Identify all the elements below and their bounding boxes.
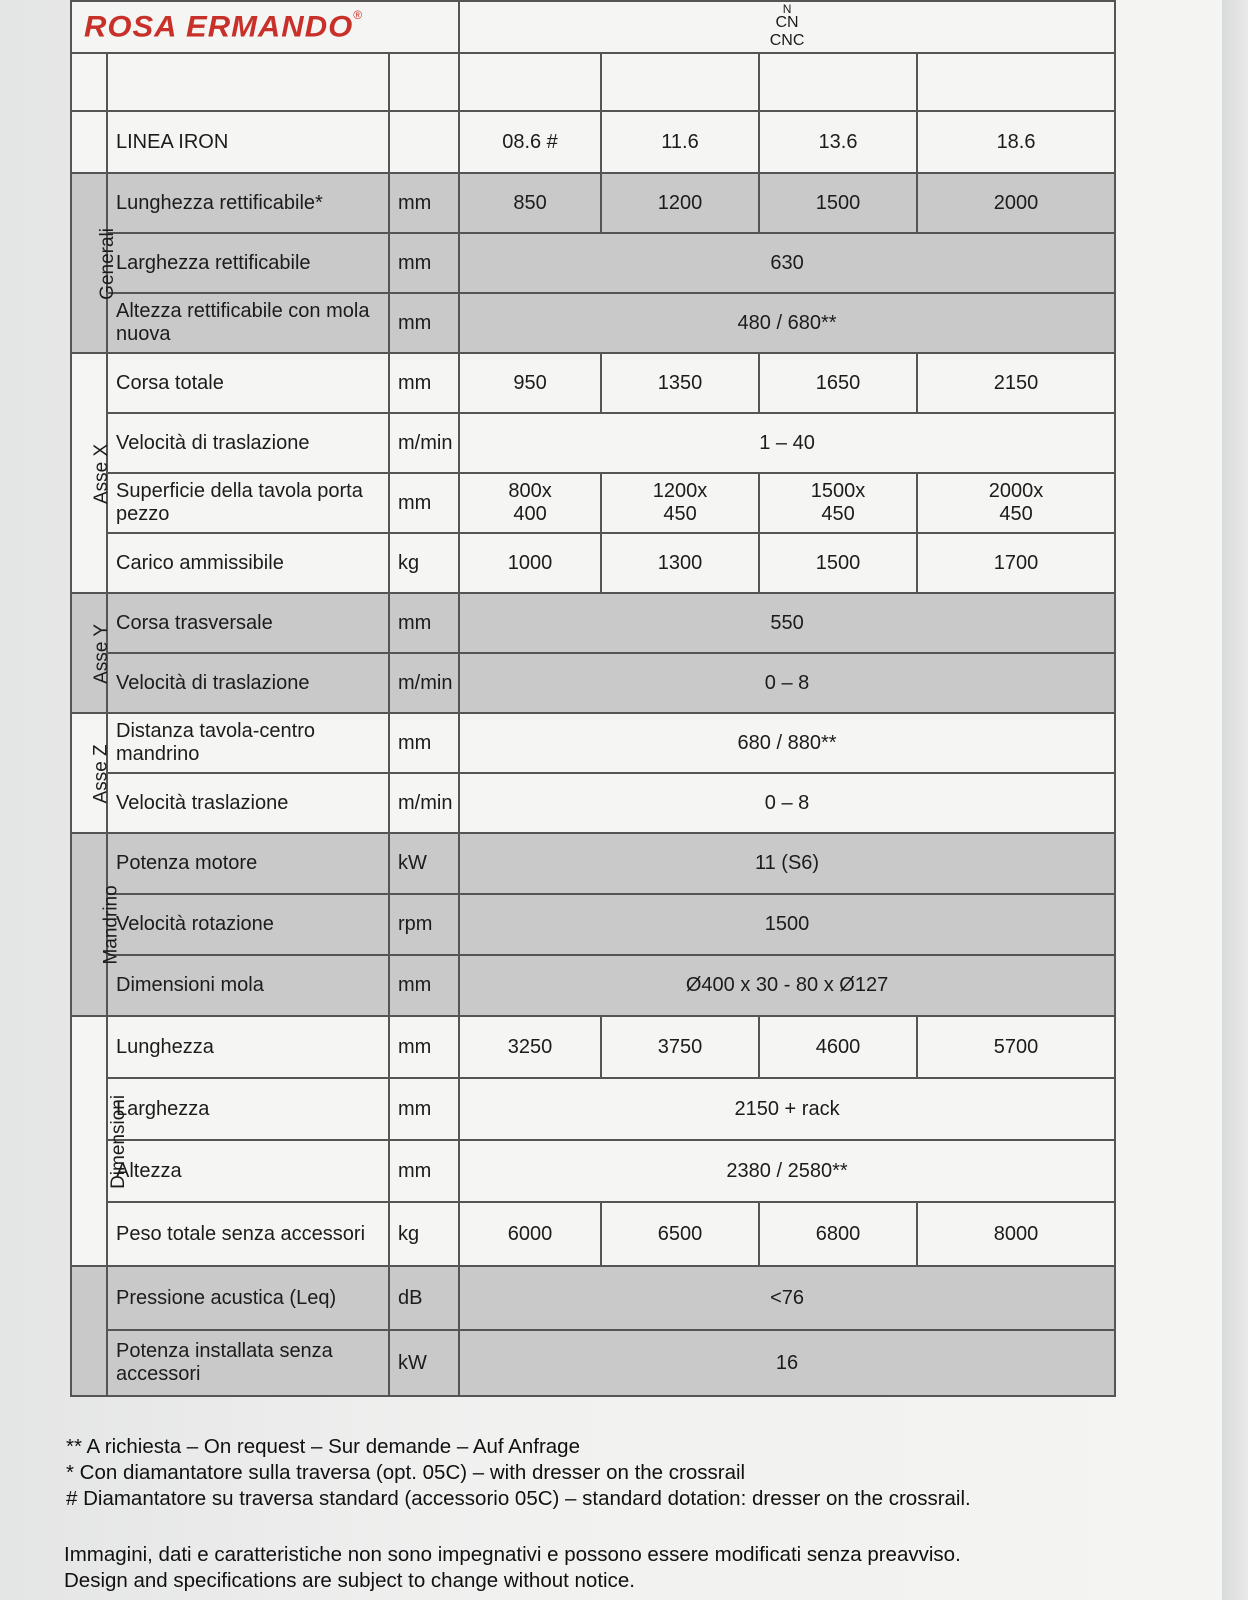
table-row [71,1330,1115,1396]
models-row [71,111,1115,173]
blank-cell [389,111,459,173]
row-value: 1350 [601,353,759,413]
footnote: ** A richiesta – On request – Sur demande – Auf Anfrage [66,1435,580,1458]
row-value: 550 [459,593,1115,653]
row-value: 8000 [917,1202,1115,1266]
row-label: Peso totale senza accessori [107,1202,389,1266]
row-value: 2150 + rack [459,1078,1115,1140]
row-label: Velocità rotazione [107,894,389,955]
row-label: Superficie della tavola porta pezzo [107,473,389,533]
section-label-cell [71,833,122,1016]
row-value: 6000 [459,1202,601,1266]
row-unit: mm [389,233,459,293]
brand-row [71,1,1115,53]
row-unit: m/min [389,413,459,473]
table-row [71,1016,1115,1078]
row-value: 1 – 40 [459,413,1115,473]
section-label-cell [71,593,113,713]
value-line: 450 [821,503,855,525]
cn-header-cell [459,1,1115,53]
model-cell: 11.6 [601,111,759,173]
blank-row [71,53,1115,111]
row-unit: kW [389,833,459,894]
value-line: 1500x [810,480,866,502]
row-label: Larghezza rettificabile [107,233,389,293]
registered-mark: ® [353,8,363,23]
row-value: 11 (S6) [459,833,1115,894]
table-row [71,1078,1115,1140]
row-value: 630 [459,233,1115,293]
blank-cell [459,53,601,111]
row-unit: mm [389,473,459,533]
row-unit: mm [389,293,459,353]
row-value: 16 [459,1330,1115,1396]
blank-cell [71,53,107,111]
table-row [71,173,1115,233]
table-row [71,833,1115,894]
models-label: LINEA IRON [107,111,389,173]
value-line: 450 [999,503,1033,525]
row-label: Dimensioni mola [107,955,389,1016]
row-unit: mm [389,1078,459,1140]
footnote: # Diamantatore su traversa standard (accessorio 05C) – standard dotation: dresser on the crossrail. [66,1487,971,1510]
table-row [71,353,1115,413]
table-row [71,894,1115,955]
row-label: Velocità di traslazione [107,653,389,713]
section-label-cell [71,173,118,353]
row-label: Velocità di traslazione [107,413,389,473]
disclaimer-line: Design and specifications are subject to change without notice. [64,1569,635,1592]
value-line: 800x [508,480,552,502]
model-cell: 13.6 [759,111,917,173]
row-value: 2150 [917,353,1115,413]
row-label: Corsa trasversale [107,593,389,653]
table-row [71,773,1115,833]
brand-logo: ROSA ERMANDO [84,10,354,44]
row-value: 0 – 8 [459,773,1115,833]
row-value: 1500 [459,894,1115,955]
table-row [71,593,1115,653]
footnotes [66,1434,1206,1512]
row-value: 1650 [759,353,917,413]
row-value: 1500 [759,173,917,233]
row-value: 3250 [459,1016,601,1078]
blank-cell [601,53,759,111]
row-value: 480 / 680** [459,293,1115,353]
section-label-cell [71,713,112,833]
section-label: Asse X [91,443,113,504]
row-value: 6500 [601,1202,759,1266]
row-value: 1000 [459,533,601,593]
table-row [71,955,1115,1016]
blank-cell [389,53,459,111]
value-line: 450 [663,503,697,525]
table-row [71,653,1115,713]
value-line: 400 [513,503,547,525]
row-label: Lunghezza rettificabile* [107,173,389,233]
row-unit: m/min [389,773,459,833]
row-unit: mm [389,1140,459,1202]
table-row [71,1140,1115,1202]
blank-cell [71,111,107,173]
row-value [459,473,601,533]
row-unit: mm [389,955,459,1016]
row-unit: m/min [389,653,459,713]
row-unit: dB [389,1266,459,1330]
brand-cell [71,1,459,53]
row-label: Potenza installata senza accessori [107,1330,389,1396]
section-label-cell [71,353,113,593]
section-label: Mandrino [100,885,122,965]
row-value: 950 [459,353,601,413]
row-value: Ø400 x 30 - 80 x Ø127 [459,955,1115,1016]
table-row [71,233,1115,293]
row-unit: mm [389,1016,459,1078]
row-value: 1700 [917,533,1115,593]
row-value: 3750 [601,1016,759,1078]
cn-line: CN [775,13,799,31]
row-value: 680 / 880** [459,713,1115,773]
table-row [71,713,1115,773]
row-unit: mm [389,353,459,413]
row-unit: mm [389,713,459,773]
section-label: Asse Y [91,623,113,684]
row-value: 1300 [601,533,759,593]
page-edge [1222,0,1248,1600]
row-value: 6800 [759,1202,917,1266]
section-label: Dimensioni [108,1094,130,1189]
table-row [71,413,1115,473]
value-line: 2000x [988,480,1044,502]
blank-cell [917,53,1115,111]
section-label: Generali [96,227,118,300]
section-label-cell [71,1016,130,1266]
blank-cell [107,53,389,111]
row-value: 1200 [601,173,759,233]
row-label: Larghezza [107,1078,389,1140]
table-row [71,473,1115,533]
disclaimer-line: Immagini, dati e caratteristiche non sono impegnativi e possono essere modificati senza preavviso. [64,1543,961,1566]
row-label: Altezza [107,1140,389,1202]
row-value: 0 – 8 [459,653,1115,713]
footnote: * Con diamantatore sulla traversa (opt. 05C) – with dresser on the crossrail [66,1461,746,1484]
row-value: <76 [459,1266,1115,1330]
row-label: Lunghezza [107,1016,389,1078]
model-cell: 08.6 # [459,111,601,173]
table-row [71,293,1115,353]
row-value: 5700 [917,1016,1115,1078]
section-label: Asse Z [90,743,112,803]
row-label: Velocità traslazione [107,773,389,833]
row-unit: kg [389,533,459,593]
blank-cell [759,53,917,111]
row-value [917,473,1115,533]
value-line: 1200x [652,480,708,502]
row-value [601,473,759,533]
row-value: 2000 [917,173,1115,233]
disclaimer [64,1542,1214,1594]
table-row [71,1266,1115,1330]
row-unit: mm [389,593,459,653]
row-value: 850 [459,173,601,233]
model-cell: 18.6 [917,111,1115,173]
row-value [759,473,917,533]
row-value: 1500 [759,533,917,593]
row-value: 2380 / 2580** [459,1140,1115,1202]
table-row [71,533,1115,593]
row-label: Potenza motore [107,833,389,894]
row-unit: kg [389,1202,459,1266]
row-unit: rpm [389,894,459,955]
row-label: Distanza tavola-centro mandrino [107,713,389,773]
table-row [71,1202,1115,1266]
row-unit: mm [389,173,459,233]
row-label: Altezza rettificabile con mola nuova [107,293,389,353]
cn-line: CNC [769,32,805,49]
cn-line: N [782,1,792,16]
row-unit: kW [389,1330,459,1396]
row-label: Carico ammissibile [107,533,389,593]
row-label: Pressione acustica (Leq) [107,1266,389,1330]
row-value: 4600 [759,1016,917,1078]
row-label: Corsa totale [107,353,389,413]
spec-table [70,0,1116,1397]
blank-section-cell [71,1266,107,1396]
